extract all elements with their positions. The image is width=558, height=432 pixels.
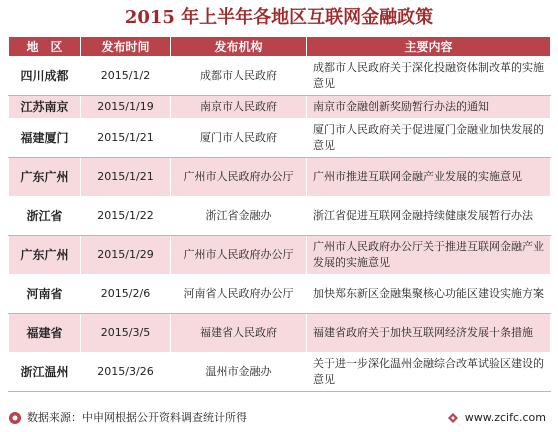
- table-header-row: [9, 37, 551, 57]
- cell-org: 浙江省金融办: [171, 197, 307, 236]
- cell-org: 福建省人民政府: [171, 314, 307, 353]
- site-logo-icon: [446, 411, 460, 425]
- cell-date: 2015/2/6: [81, 275, 171, 314]
- cell-content: 加快郑东新区金融集聚核心功能区建设实施方案: [307, 275, 551, 314]
- cell-content: 广州市推进互联网金融产业发展的实施意见: [307, 158, 551, 197]
- table-row: [9, 57, 551, 96]
- table-row: [9, 275, 551, 314]
- page-title: 2015 年上半年各地区互联网金融政策: [124, 7, 434, 28]
- cell-date: 2015/3/5: [81, 314, 171, 353]
- cell-content: 成都市人民政府关于深化投融资体制改革的实施意见: [307, 57, 551, 96]
- cell-date: 2015/1/21: [81, 158, 171, 197]
- cell-content: 南京市金融创新奖励暂行办法的通知: [307, 96, 551, 119]
- source-pin-icon: [8, 411, 22, 425]
- cell-region: 福建厦门: [9, 119, 81, 158]
- cell-region: 广东广州: [9, 236, 81, 275]
- table-row: [9, 236, 551, 275]
- cell-org: 成都市人民政府: [171, 57, 307, 96]
- header-region: 地 区: [9, 37, 81, 57]
- site-note: [446, 408, 546, 428]
- source-text: 数据来源：中申网根据公开资料调查统计所得: [27, 411, 247, 424]
- cell-org: 河南省人民政府办公厅: [171, 275, 307, 314]
- cell-content: 浙江省促进互联网金融持续健康发展暂行办法: [307, 197, 551, 236]
- cell-content: 广州市人民政府办公厅关于推进互联网金融产业发展的实施意见: [307, 236, 551, 275]
- table-row: [9, 119, 551, 158]
- cell-region: 浙江温州: [9, 353, 81, 392]
- cell-org: 温州市金融办: [171, 353, 307, 392]
- table-row: [9, 158, 551, 197]
- cell-date: 2015/1/22: [81, 197, 171, 236]
- cell-date: 2015/1/2: [81, 57, 171, 96]
- cell-org: 南京市人民政府: [171, 96, 307, 119]
- cell-date: 2015/1/21: [81, 119, 171, 158]
- site-url[interactable]: www.zcifc.com: [464, 411, 546, 424]
- header-content: 主要内容: [307, 37, 551, 57]
- cell-org: 广州市人民政府办公厅: [171, 236, 307, 275]
- cell-region: 河南省: [9, 275, 81, 314]
- cell-date: 2015/3/26: [81, 353, 171, 392]
- source-note: [8, 408, 247, 428]
- cell-org: 厦门市人民政府: [171, 119, 307, 158]
- cell-content: 关于进一步深化温州金融综合改革试验区建设的意见: [307, 353, 551, 392]
- footer: [8, 408, 550, 428]
- policy-table: [8, 36, 551, 392]
- table-row: [9, 96, 551, 119]
- cell-region: 江苏南京: [9, 96, 81, 119]
- cell-region: 广东广州: [9, 158, 81, 197]
- cell-content: 厦门市人民政府关于促进厦门金融业加快发展的意见: [307, 119, 551, 158]
- cell-content: 福建省政府关于加快互联网经济发展十条措施: [307, 314, 551, 353]
- table-row: [9, 314, 551, 353]
- header-date: 发布时间: [81, 37, 171, 57]
- cell-region: 浙江省: [9, 197, 81, 236]
- table-row: [9, 197, 551, 236]
- cell-date: 2015/1/29: [81, 236, 171, 275]
- cell-region: 福建省: [9, 314, 81, 353]
- header-org: 发布机构: [171, 37, 307, 57]
- cell-date: 2015/1/19: [81, 96, 171, 119]
- cell-region: 四川成都: [9, 57, 81, 96]
- cell-org: 广州市人民政府办公厅: [171, 158, 307, 197]
- table-row: [9, 353, 551, 392]
